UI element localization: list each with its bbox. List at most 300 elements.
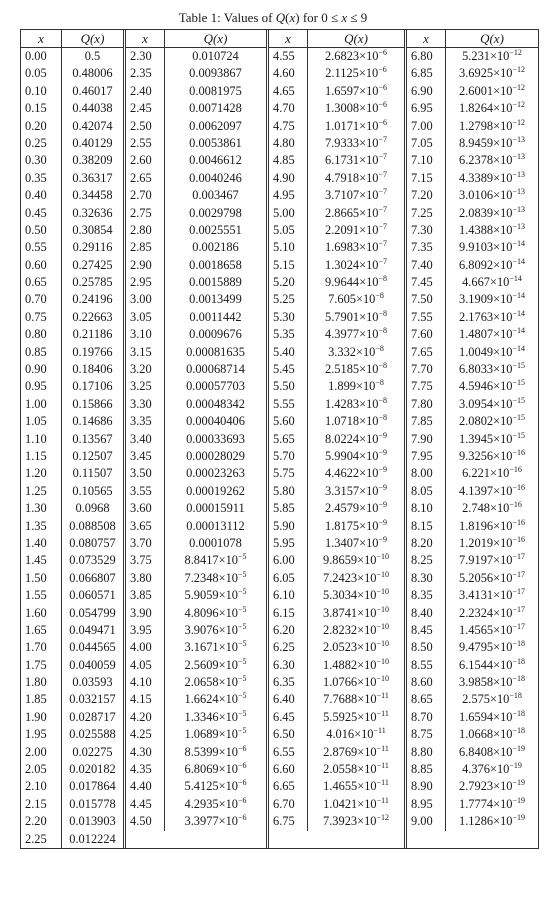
- column-group-1: [21, 30, 126, 848]
- q-value: $3.7107\times 10^{-7}$: [307, 187, 404, 204]
- q-value: $8.5399\times 10^{-6}$: [164, 744, 266, 761]
- table-header: [269, 30, 404, 48]
- table-row: [407, 326, 538, 343]
- x-value: 4.55: [273, 49, 295, 63]
- table-row: [407, 48, 538, 65]
- table-row: [269, 396, 404, 413]
- table-row: [21, 205, 123, 222]
- table-row: [21, 796, 123, 813]
- q-value: 0.02275: [61, 744, 123, 761]
- table-row: [407, 274, 538, 291]
- x-value: 5.55: [273, 396, 295, 411]
- x-value: 2.50: [130, 118, 152, 133]
- x-value: 5.30: [273, 309, 295, 324]
- x-value: 0.00: [25, 49, 47, 63]
- q-value: $5.4125\times 10^{-6}$: [164, 778, 266, 795]
- x-value: 3.70: [130, 535, 152, 550]
- x-value: 5.95: [273, 535, 295, 550]
- x-value: 1.50: [25, 570, 47, 585]
- table-row: [407, 570, 538, 587]
- table-row: [269, 222, 404, 239]
- q-value: 0.29116: [61, 239, 123, 256]
- table-row: [21, 118, 123, 135]
- x-value: 7.70: [411, 362, 433, 377]
- table-row: [407, 657, 538, 674]
- table-row: [269, 796, 404, 813]
- table-row: [269, 726, 404, 743]
- q-value: $6.8408\times 10^{-19}$: [445, 744, 538, 761]
- q-value: 0.14686: [61, 413, 123, 430]
- table-row: [126, 378, 266, 395]
- q-value: $1.3024\times 10^{-7}$: [307, 257, 404, 274]
- table-row: [21, 65, 123, 82]
- table-row: [126, 222, 266, 239]
- x-value: 7.60: [411, 327, 433, 342]
- x-value: 1.35: [25, 518, 47, 533]
- q-value: $2.2091\times 10^{-7}$: [307, 222, 404, 239]
- q-value: $4.7918\times 10^{-7}$: [307, 170, 404, 187]
- x-value: 0.35: [25, 170, 47, 185]
- table-row: [21, 552, 123, 569]
- table-row: [407, 744, 538, 761]
- x-value: 3.90: [130, 605, 152, 620]
- q-value: 0.00068714: [164, 361, 266, 378]
- table-row: [21, 239, 123, 256]
- table-row: [269, 239, 404, 256]
- x-value: 1.30: [25, 501, 47, 516]
- table-row: [407, 587, 538, 604]
- x-value: 6.70: [273, 796, 295, 811]
- x-value: 0.85: [25, 344, 47, 359]
- x-value: 4.10: [130, 675, 152, 690]
- x-value: 1.90: [25, 709, 47, 724]
- table-row: [21, 413, 123, 430]
- x-value: 8.35: [411, 588, 433, 603]
- x-value: 3.40: [130, 431, 152, 446]
- q-value: 0.22663: [61, 309, 123, 326]
- q-value: 0.003467: [164, 187, 266, 204]
- table-row: [21, 378, 123, 395]
- table-row: [407, 187, 538, 204]
- x-value: 2.55: [130, 135, 152, 150]
- q-value: 0.025588: [61, 726, 123, 743]
- table-row: [126, 152, 266, 169]
- x-value: 8.15: [411, 518, 433, 533]
- table-row: [21, 587, 123, 604]
- x-value: 0.40: [25, 188, 47, 203]
- x-value: 1.15: [25, 448, 47, 463]
- q-value: $1.0049\times 10^{-14}$: [445, 344, 538, 361]
- x-value: 1.95: [25, 727, 47, 742]
- table-row: [21, 152, 123, 169]
- table-row: [407, 691, 538, 708]
- q-value: 0.073529: [61, 552, 123, 569]
- q-value: 0.049471: [61, 622, 123, 639]
- q-value: $3.0106\times 10^{-13}$: [445, 187, 538, 204]
- q-value: $3.9076\times 10^{-5}$: [164, 622, 266, 639]
- q-value: $5.3034\times 10^{-10}$: [307, 587, 404, 604]
- table-row: [269, 135, 404, 152]
- table-row: [21, 813, 123, 830]
- table-row: [21, 465, 123, 482]
- table-row: [21, 48, 123, 65]
- x-value: 1.00: [25, 396, 47, 411]
- x-value: 1.80: [25, 675, 47, 690]
- q-value: $2.8665\times 10^{-7}$: [307, 205, 404, 222]
- table-row: [21, 605, 123, 622]
- x-value: 3.55: [130, 483, 152, 498]
- q-value: $2.1125\times 10^{-6}$: [307, 65, 404, 82]
- table-row: [269, 587, 404, 604]
- x-value: 3.85: [130, 588, 152, 603]
- table-row: [269, 378, 404, 395]
- table-row: [126, 118, 266, 135]
- q-value: 0.34458: [61, 187, 123, 204]
- table-row: [269, 813, 404, 830]
- x-value: 0.25: [25, 135, 47, 150]
- x-value: 7.00: [411, 118, 433, 133]
- x-value: 0.75: [25, 309, 47, 324]
- x-value: 7.15: [411, 170, 433, 185]
- x-value: 2.15: [25, 796, 47, 811]
- q-value: $7.2423\times 10^{-10}$: [307, 570, 404, 587]
- table-row: [407, 605, 538, 622]
- table-row: [407, 709, 538, 726]
- q-value: $1.899\times 10^{-8}$: [307, 378, 404, 395]
- table-row: [407, 344, 538, 361]
- table-row: [407, 361, 538, 378]
- q-value: $4.2935\times 10^{-6}$: [164, 796, 266, 813]
- table-row: [126, 291, 266, 308]
- table-row: [126, 639, 266, 656]
- x-value: 5.45: [273, 362, 295, 377]
- table-row: [407, 100, 538, 117]
- x-value: 5.15: [273, 257, 295, 272]
- table-row: [126, 187, 266, 204]
- x-value: 5.40: [273, 344, 295, 359]
- x-value: 6.65: [273, 779, 295, 794]
- q-value: 0.00013112: [164, 518, 266, 535]
- x-value: 4.70: [273, 101, 295, 116]
- table-row: [407, 152, 538, 169]
- table-row: [407, 761, 538, 778]
- q-value: 0.13567: [61, 431, 123, 448]
- q-value: 0.0053861: [164, 135, 266, 152]
- q-value: 0.0015889: [164, 274, 266, 291]
- table-row: [126, 257, 266, 274]
- table-row: [407, 118, 538, 135]
- x-value: 7.45: [411, 275, 433, 290]
- x-value: 0.05: [25, 66, 47, 81]
- q-value: $5.231\times 10^{-12}$: [445, 48, 538, 65]
- x-value: 4.40: [130, 779, 152, 794]
- x-value: 6.05: [273, 570, 295, 585]
- q-value: $1.4807\times 10^{-14}$: [445, 326, 538, 343]
- x-value: 8.60: [411, 675, 433, 690]
- q-value: $5.9059\times 10^{-5}$: [164, 587, 266, 604]
- x-value: 8.45: [411, 622, 433, 637]
- x-value: 5.85: [273, 501, 295, 516]
- table-row: [126, 483, 266, 500]
- x-value: 7.35: [411, 240, 433, 255]
- q-value: $9.4795\times 10^{-18}$: [445, 639, 538, 656]
- q-value: 0.012224: [61, 831, 123, 848]
- table-row: [21, 344, 123, 361]
- x-value: 8.85: [411, 762, 433, 777]
- x-value: 4.95: [273, 188, 295, 203]
- table-row: [126, 622, 266, 639]
- table-row: [407, 813, 538, 830]
- q-value: 0.017864: [61, 778, 123, 795]
- q-value: 0.054799: [61, 605, 123, 622]
- x-value: 8.20: [411, 535, 433, 550]
- table-row: [126, 570, 266, 587]
- q-value: $1.8196\times 10^{-16}$: [445, 518, 538, 535]
- x-value: 0.10: [25, 83, 47, 98]
- table-row: [21, 674, 123, 691]
- table-row: [269, 605, 404, 622]
- x-value: 5.35: [273, 327, 295, 342]
- table-row: [21, 500, 123, 517]
- x-value: 5.25: [273, 292, 295, 307]
- table-row: [407, 622, 538, 639]
- q-value: 0.0046612: [164, 152, 266, 169]
- q-value: $1.0668\times 10^{-18}$: [445, 726, 538, 743]
- q-value: 0.18406: [61, 361, 123, 378]
- q-value: $2.0802\times 10^{-15}$: [445, 413, 538, 430]
- x-value: 3.30: [130, 396, 152, 411]
- table-row: [126, 744, 266, 761]
- q-value: $3.6925\times 10^{-12}$: [445, 65, 538, 82]
- table-row: [126, 100, 266, 117]
- q-value: 0.40129: [61, 135, 123, 152]
- x-value: 8.10: [411, 501, 433, 516]
- q-value: $2.5609\times 10^{-5}$: [164, 657, 266, 674]
- table-row: [269, 691, 404, 708]
- q-value: $7.605\times 10^{-8}$: [307, 291, 404, 308]
- x-value: 6.20: [273, 622, 295, 637]
- x-value: 4.00: [130, 640, 152, 655]
- table-row: [21, 274, 123, 291]
- table-row: [126, 657, 266, 674]
- table-row: [126, 135, 266, 152]
- x-value: 5.20: [273, 275, 295, 290]
- q-value: $4.667\times 10^{-14}$: [445, 274, 538, 291]
- table-row: [407, 65, 538, 82]
- table-row: [269, 483, 404, 500]
- table-row: [407, 83, 538, 100]
- table-row: [269, 65, 404, 82]
- table-row: [407, 396, 538, 413]
- q-value: $7.9197\times 10^{-17}$: [445, 552, 538, 569]
- q-value: $2.0523\times 10^{-10}$: [307, 639, 404, 656]
- q-value: $1.0689\times 10^{-5}$: [164, 726, 266, 743]
- table-row: [126, 813, 266, 830]
- q-value: $1.4565\times 10^{-17}$: [445, 622, 538, 639]
- q-value: 0.00040406: [164, 413, 266, 430]
- table-row: [269, 465, 404, 482]
- q-value: 0.002186: [164, 239, 266, 256]
- table-row: [269, 500, 404, 517]
- x-value: 5.00: [273, 205, 295, 220]
- q-value: 0.066807: [61, 570, 123, 587]
- x-value: 0.70: [25, 292, 47, 307]
- x-value: 4.25: [130, 727, 152, 742]
- table-row: [269, 83, 404, 100]
- q-value: 0.0081975: [164, 83, 266, 100]
- q-value: 0.21186: [61, 326, 123, 343]
- x-value: 4.50: [130, 814, 152, 829]
- q-value: 0.0040246: [164, 170, 266, 187]
- q-value: $1.2798\times 10^{-12}$: [445, 118, 538, 135]
- x-value: 8.55: [411, 657, 433, 672]
- q-value: $4.376\times 10^{-19}$: [445, 761, 538, 778]
- q-value: 0.0062097: [164, 118, 266, 135]
- table-row: [407, 674, 538, 691]
- q-value: $4.4622\times 10^{-9}$: [307, 465, 404, 482]
- q-value: $1.6983\times 10^{-7}$: [307, 239, 404, 256]
- q-value: $1.4655\times 10^{-11}$: [307, 778, 404, 795]
- table-row: [126, 518, 266, 535]
- q-value: 0.088508: [61, 518, 123, 535]
- x-value: 3.65: [130, 518, 152, 533]
- q-value: $2.7923\times 10^{-19}$: [445, 778, 538, 795]
- x-value: 4.80: [273, 135, 295, 150]
- x-value: 2.45: [130, 101, 152, 116]
- q-value: 0.46017: [61, 83, 123, 100]
- table-row: [126, 535, 266, 552]
- x-value: 6.90: [411, 83, 433, 98]
- table-row: [269, 309, 404, 326]
- x-value: 4.65: [273, 83, 295, 98]
- table-header: [407, 30, 538, 48]
- table-header: [126, 30, 266, 48]
- x-value: 3.75: [130, 553, 152, 568]
- q-value: $1.0421\times 10^{-11}$: [307, 796, 404, 813]
- q-value: $1.4283\times 10^{-8}$: [307, 396, 404, 413]
- table-row: [126, 396, 266, 413]
- x-value: 0.50: [25, 222, 47, 237]
- x-value: 3.95: [130, 622, 152, 637]
- table-row: [21, 639, 123, 656]
- table-row: [407, 796, 538, 813]
- table-row: [407, 222, 538, 239]
- q-value: 0.0071428: [164, 100, 266, 117]
- x-value: 8.70: [411, 709, 433, 724]
- x-value: 8.90: [411, 779, 433, 794]
- x-value: 6.30: [273, 657, 295, 672]
- table-row: [269, 152, 404, 169]
- x-value: 0.30: [25, 153, 47, 168]
- q-value: 0.0001078: [164, 535, 266, 552]
- table-row: [21, 744, 123, 761]
- x-value: 2.05: [25, 762, 47, 777]
- table-row: [126, 674, 266, 691]
- x-value: 2.10: [25, 779, 47, 794]
- x-value: 2.70: [130, 188, 152, 203]
- x-value: 3.00: [130, 292, 152, 307]
- table-row: [126, 48, 266, 65]
- x-value: 4.05: [130, 657, 152, 672]
- table-row: [126, 796, 266, 813]
- q-value: $1.4882\times 10^{-10}$: [307, 657, 404, 674]
- q-value: $7.9333\times 10^{-7}$: [307, 135, 404, 152]
- table-row: [21, 291, 123, 308]
- q-value: 0.19766: [61, 344, 123, 361]
- q-value: 0.00033693: [164, 431, 266, 448]
- table-row: [21, 622, 123, 639]
- x-value: 5.80: [273, 483, 295, 498]
- x-value: 2.85: [130, 240, 152, 255]
- q-value: 0.38209: [61, 152, 123, 169]
- table-row: [21, 518, 123, 535]
- table-row: [126, 65, 266, 82]
- table-row: [21, 691, 123, 708]
- table-row: [269, 431, 404, 448]
- q-value: $5.2056\times 10^{-17}$: [445, 570, 538, 587]
- x-value: 2.90: [130, 257, 152, 272]
- q-value: 0.00081635: [164, 344, 266, 361]
- q-value: $2.1763\times 10^{-14}$: [445, 309, 538, 326]
- q-value: $6.8033\times 10^{-15}$: [445, 361, 538, 378]
- header-q: Q(x): [164, 30, 266, 47]
- x-value: 4.35: [130, 762, 152, 777]
- table-row: [126, 761, 266, 778]
- x-value: 5.05: [273, 222, 295, 237]
- x-value: 6.50: [273, 727, 295, 742]
- q-value: 0.0011442: [164, 309, 266, 326]
- table-row: [21, 761, 123, 778]
- x-value: 3.35: [130, 414, 152, 429]
- table-row: [126, 309, 266, 326]
- table-row: [21, 483, 123, 500]
- x-value: 1.55: [25, 588, 47, 603]
- table-header: [21, 30, 123, 48]
- q-value: $2.575\times 10^{-18}$: [445, 691, 538, 708]
- q-value: $2.4579\times 10^{-9}$: [307, 500, 404, 517]
- x-value: 8.95: [411, 796, 433, 811]
- x-value: 8.50: [411, 640, 433, 655]
- column-group-2: [126, 30, 269, 848]
- x-value: 8.65: [411, 692, 433, 707]
- x-value: 8.30: [411, 570, 433, 585]
- x-value: 4.85: [273, 153, 295, 168]
- table-row: [21, 709, 123, 726]
- q-value: 0.5: [61, 48, 123, 65]
- q-value: $9.9103\times 10^{-14}$: [445, 239, 538, 256]
- q-value: 0.00048342: [164, 396, 266, 413]
- header-x: x: [38, 31, 44, 46]
- x-value: 7.20: [411, 188, 433, 203]
- q-value: $1.3346\times 10^{-5}$: [164, 709, 266, 726]
- x-value: 7.80: [411, 396, 433, 411]
- q-value: $2.748\times 10^{-16}$: [445, 500, 538, 517]
- q-value: $2.8769\times 10^{-11}$: [307, 744, 404, 761]
- x-value: 2.40: [130, 83, 152, 98]
- x-value: 7.05: [411, 135, 433, 150]
- x-value: 6.45: [273, 709, 295, 724]
- table-row: [407, 413, 538, 430]
- x-value: 9.00: [411, 814, 433, 829]
- x-value: 7.85: [411, 414, 433, 429]
- q-value: $3.0954\times 10^{-15}$: [445, 396, 538, 413]
- table-row: [126, 170, 266, 187]
- x-value: 3.20: [130, 362, 152, 377]
- table-row: [407, 309, 538, 326]
- q-value: 0.00019262: [164, 483, 266, 500]
- table-row: [21, 170, 123, 187]
- q-value: 0.080757: [61, 535, 123, 552]
